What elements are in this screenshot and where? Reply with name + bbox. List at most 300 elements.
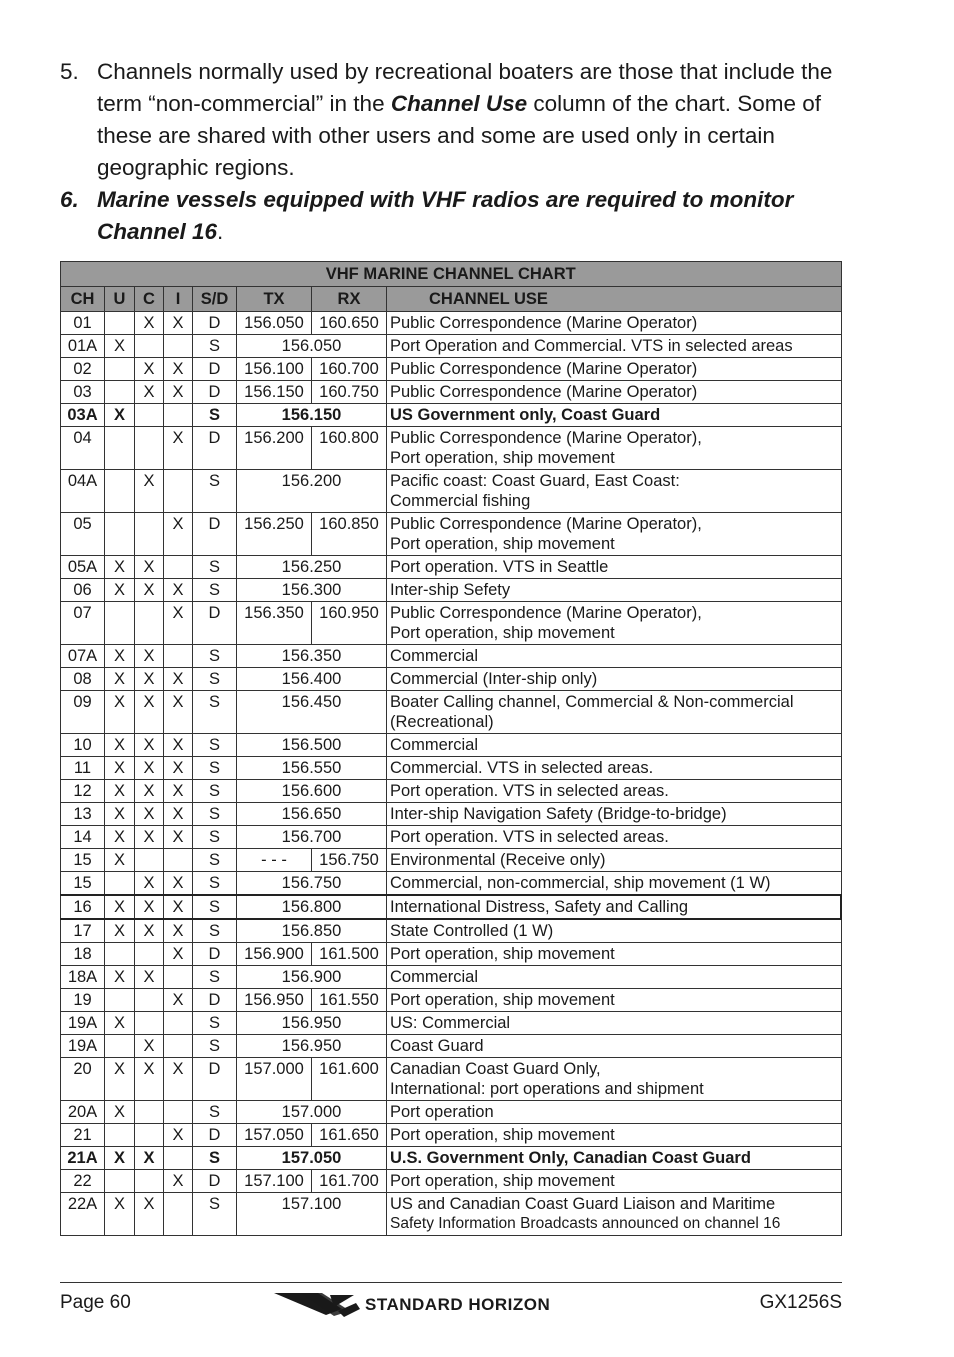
cell-channel: 16 — [61, 895, 105, 919]
cell-international — [164, 335, 193, 358]
cell-rx: 161.650 — [312, 1124, 387, 1147]
cell-tx-rx: 157.050 — [237, 1147, 387, 1170]
cell-tx-rx: 156.650 — [237, 803, 387, 826]
channel-use-line: Commercial — [390, 968, 479, 986]
cell-tx-rx: 156.450 — [237, 691, 387, 734]
cell-channel-use — [387, 1193, 842, 1236]
cell-international: X — [164, 579, 193, 602]
cell-canada: X — [135, 757, 164, 780]
cell-tx-rx: 156.800 — [237, 895, 387, 919]
cell-channel: 07 — [61, 602, 105, 645]
cell-simplex-duplex: D — [193, 381, 237, 404]
cell-tx-rx: 156.400 — [237, 668, 387, 691]
table-row — [61, 470, 842, 513]
channel-use-line: Public Correspondence (Marine Operator), — [390, 515, 702, 533]
cell-rx: 160.850 — [312, 513, 387, 556]
cell-international: X — [164, 381, 193, 404]
table-row — [61, 668, 842, 691]
cell-simplex-duplex: D — [193, 1124, 237, 1147]
cell-channel-use — [387, 1170, 842, 1193]
vhf-channel-table — [60, 261, 842, 1236]
cell-international: X — [164, 826, 193, 849]
channel-use-line: Public Correspondence (Marine Operator) — [390, 360, 698, 378]
cell-canada — [135, 1101, 164, 1124]
cell-channel: 03 — [61, 381, 105, 404]
cell-international: X — [164, 919, 193, 943]
cell-channel-use — [387, 668, 842, 691]
cell-us: X — [105, 780, 135, 803]
cell-tx: 156.350 — [237, 602, 312, 645]
cell-us — [105, 470, 135, 513]
cell-international: X — [164, 1170, 193, 1193]
channel-use-line: Commercial. VTS in selected areas. — [390, 759, 654, 777]
cell-us — [105, 602, 135, 645]
table-row — [61, 381, 842, 404]
cell-simplex-duplex: S — [193, 1035, 237, 1058]
column-header-i: I — [164, 287, 193, 312]
cell-international: X — [164, 780, 193, 803]
cell-tx: 157.100 — [237, 1170, 312, 1193]
channel-use-line: Port Operation and Commercial. VTS in selected areas — [390, 337, 793, 355]
cell-us: X — [105, 404, 135, 427]
cell-channel-use — [387, 919, 842, 943]
channel-use-line: Port operation, ship movement — [390, 535, 615, 553]
channel-use-line: Port operation, ship movement — [390, 1172, 615, 1190]
cell-canada — [135, 943, 164, 966]
cell-canada: X — [135, 579, 164, 602]
cell-international — [164, 966, 193, 989]
cell-canada: X — [135, 312, 164, 335]
cell-tx-rx: 156.900 — [237, 966, 387, 989]
table-row — [61, 556, 842, 579]
cell-channel-use — [387, 358, 842, 381]
cell-international — [164, 1035, 193, 1058]
cell-us: X — [105, 556, 135, 579]
cell-channel: 22A — [61, 1193, 105, 1236]
cell-tx-rx: 156.950 — [237, 1035, 387, 1058]
cell-channel-use — [387, 943, 842, 966]
cell-canada: X — [135, 803, 164, 826]
cell-us — [105, 381, 135, 404]
cell-tx-rx: 156.950 — [237, 1012, 387, 1035]
list-number: 5. — [60, 59, 79, 84]
cell-simplex-duplex: S — [193, 849, 237, 872]
table-row — [61, 1012, 842, 1035]
table-row — [61, 312, 842, 335]
cell-channel: 04A — [61, 470, 105, 513]
cell-channel-use — [387, 734, 842, 757]
cell-channel: 01 — [61, 312, 105, 335]
cell-simplex-duplex: S — [193, 1193, 237, 1236]
cell-us — [105, 1124, 135, 1147]
column-header-channel-use: CHANNEL USE — [387, 287, 842, 312]
cell-international — [164, 1147, 193, 1170]
cell-us: X — [105, 335, 135, 358]
cell-channel: 05 — [61, 513, 105, 556]
channel-use-line: (Recreational) — [390, 713, 494, 731]
cell-channel: 19 — [61, 989, 105, 1012]
cell-us: X — [105, 579, 135, 602]
item-text: Marine vessels equipped with VHF radios are required to monitor Channel 16 — [97, 187, 794, 244]
cell-us: X — [105, 919, 135, 943]
cell-us: X — [105, 826, 135, 849]
cell-simplex-duplex: D — [193, 1058, 237, 1101]
cell-simplex-duplex: S — [193, 404, 237, 427]
list-number: 6. — [60, 187, 79, 212]
table-row — [61, 513, 842, 556]
cell-simplex-duplex: S — [193, 1147, 237, 1170]
column-header-c: C — [135, 287, 164, 312]
cell-canada: X — [135, 895, 164, 919]
column-header-rx: RX — [312, 287, 387, 312]
cell-simplex-duplex: S — [193, 757, 237, 780]
cell-tx: - - - — [237, 849, 312, 872]
channel-use-line: Port operation, ship movement — [390, 1126, 615, 1144]
cell-channel: 08 — [61, 668, 105, 691]
cell-us: X — [105, 803, 135, 826]
cell-canada: X — [135, 381, 164, 404]
cell-tx-rx: 156.200 — [237, 470, 387, 513]
cell-international: X — [164, 895, 193, 919]
cell-channel: 07A — [61, 645, 105, 668]
cell-channel-use — [387, 404, 842, 427]
cell-international: X — [164, 757, 193, 780]
table-row — [61, 943, 842, 966]
cell-channel: 14 — [61, 826, 105, 849]
cell-channel: 02 — [61, 358, 105, 381]
cell-canada: X — [135, 780, 164, 803]
cell-channel-use — [387, 849, 842, 872]
cell-us: X — [105, 734, 135, 757]
cell-canada — [135, 335, 164, 358]
cell-international: X — [164, 1058, 193, 1101]
channel-use-line: Environmental (Receive only) — [390, 851, 606, 869]
cell-channel-use — [387, 1035, 842, 1058]
channel-use-line: International: port operations and shipment — [390, 1080, 704, 1098]
cell-canada — [135, 989, 164, 1012]
table-row — [61, 872, 842, 896]
cell-us — [105, 1035, 135, 1058]
channel-use-line: Commercial fishing — [390, 492, 531, 510]
cell-tx-rx: 156.300 — [237, 579, 387, 602]
cell-international — [164, 404, 193, 427]
brand-name: STANDARD HORIZON — [365, 1295, 551, 1314]
table-row — [61, 427, 842, 470]
cell-canada: X — [135, 734, 164, 757]
table-row — [61, 602, 842, 645]
instruction-list — [60, 56, 845, 248]
cell-channel: 19A — [61, 1035, 105, 1058]
cell-channel: 20 — [61, 1058, 105, 1101]
cell-international — [164, 849, 193, 872]
cell-channel-use — [387, 556, 842, 579]
cell-us: X — [105, 1193, 135, 1236]
cell-channel-use — [387, 780, 842, 803]
cell-channel: 19A — [61, 1012, 105, 1035]
channel-use-line: Coast Guard — [390, 1037, 484, 1055]
cell-rx: 161.700 — [312, 1170, 387, 1193]
table-row — [61, 645, 842, 668]
cell-canada: X — [135, 966, 164, 989]
column-header-ch: CH — [61, 287, 105, 312]
cell-simplex-duplex: S — [193, 780, 237, 803]
cell-canada — [135, 404, 164, 427]
table-row — [61, 966, 842, 989]
cell-channel-use — [387, 872, 842, 896]
cell-rx: 160.700 — [312, 358, 387, 381]
cell-tx: 156.150 — [237, 381, 312, 404]
channel-use-line: Canadian Coast Guard Only, — [390, 1060, 601, 1078]
channel-use-line: Public Correspondence (Marine Operator) — [390, 314, 698, 332]
cell-rx: 160.800 — [312, 427, 387, 470]
cell-international: X — [164, 872, 193, 896]
cell-channel-use — [387, 602, 842, 645]
table-row — [61, 1035, 842, 1058]
cell-rx: 161.600 — [312, 1058, 387, 1101]
cell-channel: 01A — [61, 335, 105, 358]
cell-canada: X — [135, 645, 164, 668]
standard-horizon-logo — [272, 1289, 632, 1319]
cell-channel-use — [387, 895, 842, 919]
cell-canada: X — [135, 556, 164, 579]
cell-us: X — [105, 691, 135, 734]
cell-channel: 04 — [61, 427, 105, 470]
cell-channel: 18A — [61, 966, 105, 989]
cell-us — [105, 427, 135, 470]
channel-use-line: Safety Information Broadcasts announced on channel 16 — [390, 1215, 781, 1232]
cell-channel: 15 — [61, 872, 105, 896]
item-text: column of the chart. Some of these are shared with other users and some are used only in certain geographic regions. — [97, 91, 822, 180]
cell-tx-rx: 156.750 — [237, 872, 387, 896]
item-emphasis: Channel Use — [390, 91, 528, 116]
table-row — [61, 780, 842, 803]
cell-simplex-duplex: S — [193, 803, 237, 826]
cell-us: X — [105, 1012, 135, 1035]
channel-use-line: Port operation. VTS in Seattle — [390, 558, 609, 576]
channel-use-line: US: Commercial — [390, 1014, 511, 1032]
cell-rx: 161.550 — [312, 989, 387, 1012]
cell-international: X — [164, 312, 193, 335]
channel-use-line: U.S. Government Only, Canadian Coast Guard — [390, 1149, 751, 1167]
cell-us: X — [105, 645, 135, 668]
cell-simplex-duplex: S — [193, 579, 237, 602]
cell-simplex-duplex: D — [193, 358, 237, 381]
table-row — [61, 579, 842, 602]
cell-simplex-duplex: D — [193, 602, 237, 645]
cell-rx: 160.750 — [312, 381, 387, 404]
channel-use-line: Port operation. VTS in selected areas. — [390, 782, 669, 800]
cell-channel: 15 — [61, 849, 105, 872]
cell-channel-use — [387, 989, 842, 1012]
cell-canada: X — [135, 1193, 164, 1236]
channel-use-line: State Controlled (1 W) — [390, 922, 554, 940]
cell-canada: X — [135, 1147, 164, 1170]
cell-us — [105, 989, 135, 1012]
channel-use-line: US Government only, Coast Guard — [390, 406, 661, 424]
cell-channel: 11 — [61, 757, 105, 780]
cell-international — [164, 1193, 193, 1236]
table-row — [61, 989, 842, 1012]
table-row — [61, 919, 842, 943]
page-number: Page 60 — [60, 1292, 131, 1313]
channel-use-line: Commercial (Inter-ship only) — [390, 670, 598, 688]
footer-rule — [60, 1282, 842, 1283]
cell-international: X — [164, 513, 193, 556]
channel-use-line: Public Correspondence (Marine Operator), — [390, 604, 702, 622]
column-header-tx: TX — [237, 287, 312, 312]
table-row — [61, 335, 842, 358]
cell-channel-use — [387, 1012, 842, 1035]
list-item-6 — [60, 184, 845, 248]
channel-use-line: Commercial — [390, 647, 479, 665]
cell-international — [164, 556, 193, 579]
cell-international: X — [164, 803, 193, 826]
cell-canada — [135, 1012, 164, 1035]
cell-us — [105, 872, 135, 896]
cell-canada: X — [135, 872, 164, 896]
cell-tx-rx: 156.700 — [237, 826, 387, 849]
cell-international — [164, 645, 193, 668]
cell-international: X — [164, 943, 193, 966]
cell-canada: X — [135, 1035, 164, 1058]
table-row — [61, 1147, 842, 1170]
cell-canada — [135, 602, 164, 645]
table-row — [61, 358, 842, 381]
cell-us: X — [105, 895, 135, 919]
cell-international: X — [164, 989, 193, 1012]
channel-use-line: Commercial — [390, 736, 479, 754]
cell-simplex-duplex: S — [193, 872, 237, 896]
cell-canada: X — [135, 1058, 164, 1101]
channel-use-line: Port operation, ship movement — [390, 991, 615, 1009]
list-item-5 — [60, 56, 845, 184]
cell-canada: X — [135, 691, 164, 734]
cell-rx: 156.750 — [312, 849, 387, 872]
cell-channel-use — [387, 1101, 842, 1124]
cell-tx-rx: 157.100 — [237, 1193, 387, 1236]
channel-use-line: Commercial, non-commercial, ship movement (1 W) — [390, 874, 771, 892]
cell-tx: 156.950 — [237, 989, 312, 1012]
cell-tx: 157.050 — [237, 1124, 312, 1147]
table-row — [61, 803, 842, 826]
cell-simplex-duplex: S — [193, 668, 237, 691]
cell-simplex-duplex: D — [193, 312, 237, 335]
channel-use-line: Port operation, ship movement — [390, 624, 615, 642]
channel-use-line: Pacific coast: Coast Guard, East Coast: — [390, 472, 680, 490]
table-title: VHF MARINE CHANNEL CHART — [61, 262, 842, 287]
cell-channel: 17 — [61, 919, 105, 943]
cell-canada — [135, 849, 164, 872]
cell-tx: 156.900 — [237, 943, 312, 966]
cell-tx-rx: 156.150 — [237, 404, 387, 427]
table-row — [61, 1058, 842, 1101]
cell-channel-use — [387, 1124, 842, 1147]
cell-us — [105, 943, 135, 966]
cell-rx: 160.650 — [312, 312, 387, 335]
channel-use-line: Public Correspondence (Marine Operator) — [390, 383, 698, 401]
cell-simplex-duplex: S — [193, 645, 237, 668]
model-number: GX1256S — [759, 1292, 842, 1313]
item-text: Channels normally used by recreational boaters are those that include the term “non-commercial” in the — [97, 59, 833, 116]
cell-tx: 156.250 — [237, 513, 312, 556]
cell-us: X — [105, 1058, 135, 1101]
cell-us — [105, 1170, 135, 1193]
cell-channel-use — [387, 691, 842, 734]
channel-use-line: Inter-ship Navigation Safety (Bridge-to-bridge) — [390, 805, 727, 823]
cell-canada: X — [135, 470, 164, 513]
cell-us — [105, 312, 135, 335]
cell-simplex-duplex: D — [193, 943, 237, 966]
cell-canada — [135, 427, 164, 470]
cell-channel: 05A — [61, 556, 105, 579]
cell-simplex-duplex: D — [193, 989, 237, 1012]
cell-simplex-duplex: S — [193, 556, 237, 579]
cell-simplex-duplex: D — [193, 427, 237, 470]
table-header-row — [61, 287, 842, 312]
cell-channel-use — [387, 645, 842, 668]
cell-simplex-duplex: S — [193, 919, 237, 943]
cell-tx: 156.100 — [237, 358, 312, 381]
table-row — [61, 1101, 842, 1124]
table-row — [61, 826, 842, 849]
cell-tx-rx: 156.500 — [237, 734, 387, 757]
channel-use-line: Port operation, ship movement — [390, 945, 615, 963]
cell-us: X — [105, 1101, 135, 1124]
cell-simplex-duplex: S — [193, 1012, 237, 1035]
cell-simplex-duplex: S — [193, 734, 237, 757]
table-row — [61, 1124, 842, 1147]
cell-channel-use — [387, 826, 842, 849]
cell-channel: 03A — [61, 404, 105, 427]
cell-canada: X — [135, 358, 164, 381]
cell-canada — [135, 1170, 164, 1193]
cell-tx-rx: 156.850 — [237, 919, 387, 943]
channel-use-line: Public Correspondence (Marine Operator), — [390, 429, 702, 447]
cell-tx-rx: 156.350 — [237, 645, 387, 668]
table-body — [61, 312, 842, 1236]
item-end: . — [217, 219, 224, 244]
wing-icon — [274, 1293, 360, 1317]
cell-channel-use — [387, 381, 842, 404]
channel-use-line: Inter-ship Sefety — [390, 581, 511, 599]
channel-use-line: Port operation. VTS in selected areas. — [390, 828, 669, 846]
cell-canada: X — [135, 826, 164, 849]
cell-us: X — [105, 1147, 135, 1170]
cell-tx-rx: 156.250 — [237, 556, 387, 579]
cell-channel: 18 — [61, 943, 105, 966]
cell-channel-use — [387, 803, 842, 826]
column-header-s-d: S/D — [193, 287, 237, 312]
cell-international: X — [164, 358, 193, 381]
cell-channel-use — [387, 335, 842, 358]
cell-us: X — [105, 849, 135, 872]
cell-channel-use — [387, 757, 842, 780]
cell-tx: 157.000 — [237, 1058, 312, 1101]
cell-simplex-duplex: S — [193, 895, 237, 919]
cell-channel-use — [387, 513, 842, 556]
cell-channel-use — [387, 470, 842, 513]
channel-use-line: Boater Calling channel, Commercial & Non-commercial — [390, 693, 794, 711]
channel-use-line: Port operation, ship movement — [390, 449, 615, 467]
cell-tx-rx: 156.600 — [237, 780, 387, 803]
cell-international: X — [164, 602, 193, 645]
table-row — [61, 1170, 842, 1193]
cell-channel: 12 — [61, 780, 105, 803]
cell-canada: X — [135, 919, 164, 943]
cell-tx: 156.200 — [237, 427, 312, 470]
channel-use-line: International Distress, Safety and Calling — [390, 898, 689, 916]
column-header-u: U — [105, 287, 135, 312]
